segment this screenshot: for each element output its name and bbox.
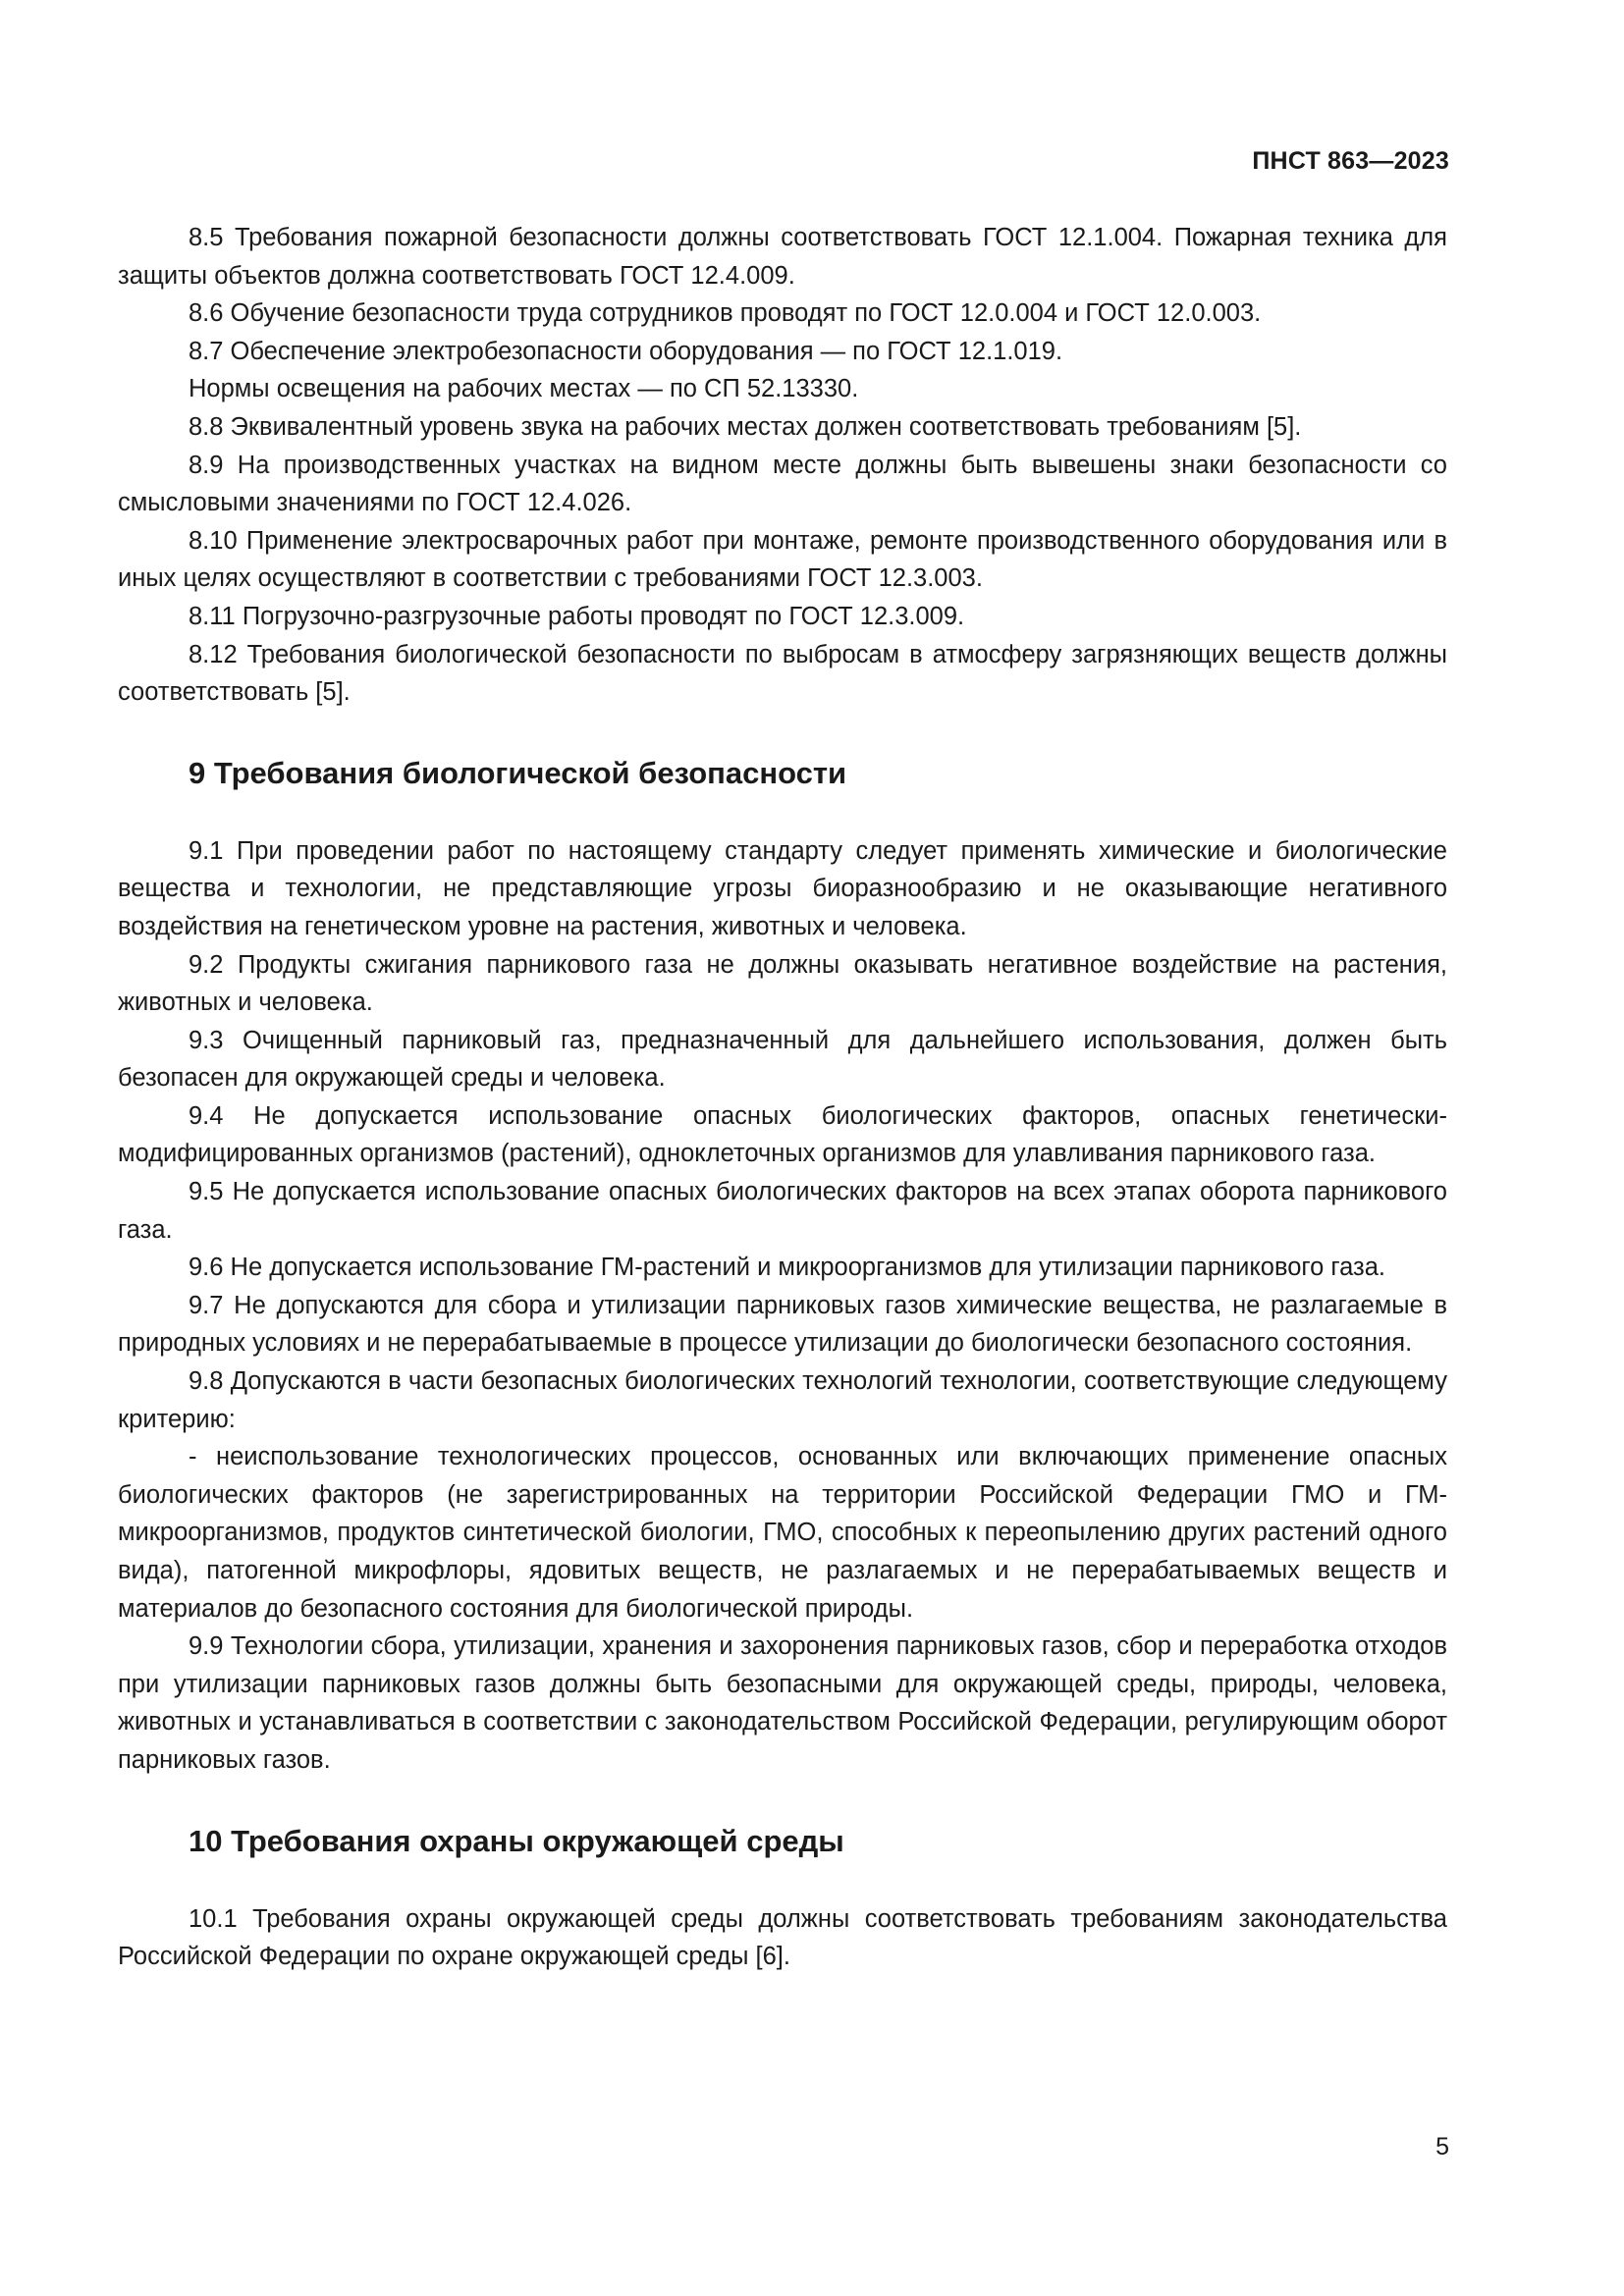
clause-9-3: 9.3 Очищенный парниковый газ, предназначенный для дальнейшего использования, должен быть безопасен для окружающей среды и человека. xyxy=(118,1026,1447,1093)
clause-8-6: 8.6 Обучение безопасности труда сотрудников проводят по ГОСТ 12.0.004 и ГОСТ 12.0.003. xyxy=(189,299,1262,328)
clause-9-4: 9.4 Не допускается использование опасных биологических факторов, опасных генетически-модифицированных организмов (растений), одноклеточных организмов для улавливания парникового газа. xyxy=(118,1101,1447,1168)
section-9-heading: 9 Требования биологической безопасности xyxy=(189,755,847,790)
page-number: 5 xyxy=(1435,2133,1449,2161)
clause-9-8: 9.8 Допускаются в части безопасных биологических технологий технологии, соответствующие следующему критерию: xyxy=(118,1367,1447,1433)
section-10-heading: 10 Требования охраны окружающей среды xyxy=(189,1823,844,1858)
clause-8-9: 8.9 На производственных участках на видном месте должны быть вывешены знаки безопасности со смысловыми значениями по ГОСТ 12.4.026. xyxy=(118,451,1447,517)
clause-9-8-criterion: - неиспользование технологических процессов, основанных или включающих применение опасных биологических факторов (не зарегистрированных на территории Российской Федерации ГМО и ГМ-микроорганизмов, продуктов синтетической биологии, ГМО, способных к переопылению других растений одного вида), патогенной микрофлоры, ядовитых веществ, не разлагаемых и не перерабатываемых веществ и материалов до безопасного состояния для биологической природы. xyxy=(118,1443,1447,1623)
clause-9-1: 9.1 При проведении работ по настоящему стандарту следует применять химические и биологические вещества и технологии, не представляющие угрозы биоразнообразию и не оказывающие негативного воздействия на генетическом уровне на растения, животных и человека. xyxy=(118,836,1447,940)
clause-8-7-lighting: Нормы освещения на рабочих местах — по СП 52.13330. xyxy=(189,375,859,403)
page-content xyxy=(118,219,1447,1976)
clause-8-7: 8.7 Обеспечение электробезопасности оборудования — по ГОСТ 12.1.019. xyxy=(189,337,1063,365)
clause-9-7: 9.7 Не допускаются для сбора и утилизации парниковых газов химические вещества, не разлагаемые в природных условиях и не перерабатываемые в процессе утилизации до биологически безопасного состояния. xyxy=(118,1291,1447,1358)
document-id: ПНСТ 863—2023 xyxy=(1252,147,1449,175)
clause-8-5: 8.5 Требования пожарной безопасности должны соответствовать ГОСТ 12.1.004. Пожарная техника для защиты объектов должна соответствовать ГОСТ 12.4.009. xyxy=(118,224,1447,290)
clause-10-1: 10.1 Требования охраны окружающей среды должны соответствовать требованиям законодательства Российской Федерации по охране окружающей среды [6]. xyxy=(118,1904,1447,1971)
clause-8-12: 8.12 Требования биологической безопасности по выбросам в атмосферу загрязняющих веществ должны соответствовать [5]. xyxy=(118,640,1447,707)
clause-9-2: 9.2 Продукты сжигания парникового газа не должны оказывать негативное воздействие на растения, животных и человека. xyxy=(118,950,1447,1017)
clause-9-6: 9.6 Не допускается использование ГМ-растений и микроорганизмов для утилизации парникового газа. xyxy=(189,1254,1386,1282)
clause-8-11: 8.11 Погрузочно-разгрузочные работы проводят по ГОСТ 12.3.009. xyxy=(189,602,965,630)
clause-9-5: 9.5 Не допускается использование опасных биологических факторов на всех этапах оборота парникового газа. xyxy=(118,1178,1447,1244)
clause-8-8: 8.8 Эквивалентный уровень звука на рабочих местах должен соответствовать требованиям [5]. xyxy=(189,412,1302,441)
clause-9-9: 9.9 Технологии сбора, утилизации, хранения и захоронения парниковых газов, сбор и переработка отходов при утилизации парниковых газов должны быть безопасными для окружающей среды, природы, человека, животных и устанавливаться в соответствии с законодательством Российской Федерации, регулирующим оборот парниковых газов. xyxy=(118,1632,1447,1774)
clause-8-10: 8.10 Применение электросварочных работ при монтаже, ремонте производственного оборудования или в иных целях осуществляют в соответствии с требованиями ГОСТ 12.3.003. xyxy=(118,526,1447,593)
